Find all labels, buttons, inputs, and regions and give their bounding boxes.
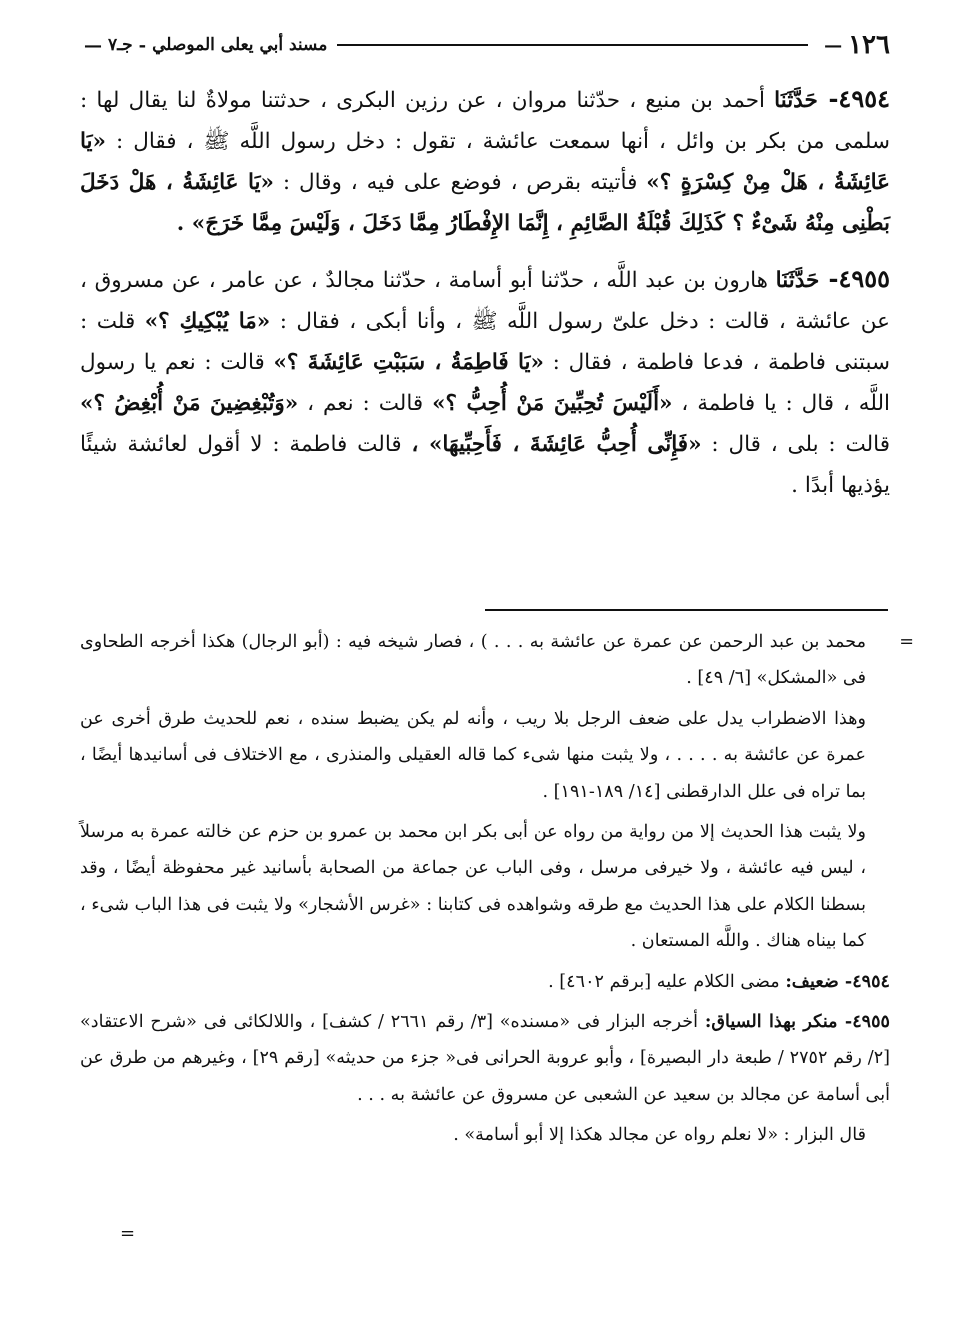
footnote-text: أخرجه البزار فى «مسنده» [٣/ رقم ٢٦٦١ / كشف] ، واللالكائى فى «شرح الاعتقاد» [٢/ رقم ٢٧٥٢ / طبعة دار البصيرة] ، وأبو عروبة الحرانى فى« جزء من حديثه» [رقم ٢٩] ، وغيرهم من طرق عن أبى أسامة عن مجالد بن سعيد عن الشعبى عن مسروق عن عائشة به . . . (80, 1012, 891, 1105)
footnote-4955 (80, 1004, 890, 1113)
hadith-narration: قلت : سبتنى فاطمة ، فدعا فاطمة ، فقال : (80, 309, 890, 375)
footnote-paragraph: وهذا الاضطراب يدل على ضعف الرجل بلا ريب ، وأنه لم يكن يضبط سنده ، نعم للحديث طرق أخرى عن عمرة عن عائشة به . . . . ، ولا يثبت منها شىء كما قاله العقيلى والمنذرى ، مع الاختلاف فى أسانيدها أيضًا ، بما تراه فى علل الدارقطنى [١٤/ ١٨٩-١٩١] . (80, 708, 866, 802)
footnote-paragraph: ولا يثبت هذا الحديث إلا من رواية من رواه عن أبى بكر ابن محمد بن عمرو بن حزم عن خالته عمرة به مرسلاً ، ليس فيه عائشة ، ولا خيرفى مرسل ، وفى الباب عن جماعة من الصحابة بأسانيد غير محفوظة أيضًا ، وقد بسطنا الكلام على هذا الحديث مع طرقه وشواهده فى كتابنا : «غرس الأشجار» ولا يثبت فى هذا الباب شىء ، كما بيناه هناك . واللَّه المستعان . (80, 822, 866, 952)
page-header (78, 30, 890, 60)
hadith-narration: قالت : نعم ، (307, 391, 424, 416)
prophet-quote: «يَا عَائِشَةُ ، هَلْ مِنْ كِسْرَةٍ ؟» (80, 129, 890, 195)
footnote-continuation (80, 624, 914, 697)
hadathana-word: حَدَّثَنَا (774, 88, 818, 113)
volume-label: جـ٧ (108, 35, 133, 55)
footnote-label: ٤٩٥٥- منكر بهذا السياق: (704, 1011, 890, 1033)
hadathana-word: حَدَّثَنَا (775, 268, 820, 293)
prophet-quote: «وَتُبْغِضِينَ مَنْ أُبْغِضُ ؟» (80, 391, 299, 416)
page-number: ١٢٦ (848, 30, 890, 60)
header-separator: - (138, 34, 147, 56)
hadith-narration: قالت فاطمة : لا أقول لعائشة شيئًا يؤذيها أبدًا . (80, 432, 890, 498)
header-rule (337, 44, 808, 46)
hadith-narration: قالت : بلى ، قال : (711, 432, 890, 457)
main-text (80, 78, 890, 520)
prophet-quote: «يَا فَاطِمَةُ ، سَبَبْتِ عَائِشَةَ ؟» (273, 350, 544, 375)
footnote-4954 (80, 964, 890, 1000)
footnote-paragraph: قال البزار : «لا نعلم رواه عن مجالد هكذا إلا أبو أسامة» . (453, 1125, 866, 1146)
footnote-text: محمد بن عبد الرحمن عن عمرة عن عائشة به . . . ) ، فصار شيخه فيه : (أبو الرجال) هكذا أخرجه الطحاوى فى «المشكل» [٦/ ٤٩] . (80, 632, 866, 689)
prophet-quote: «يَا عَائِشَةُ ، هَلْ دَخَلَ بَطْنِى مِنْهُ شَىْءٌ ؟ كَذَلِكَ قُبْلَةُ الصَّائِمِ ، إِنَّمَا الإِفْطَارُ مِمَّا دَخَلَ ، وَلَيْسَ مِمَّا خَرَجَ» . (80, 170, 890, 236)
hadith-narration: هارون بن عبد اللَّه ، حدّثنا أبو أسامة ، حدّثنا مجالدٌ ، عن عامر ، عن مسروق ، عن عائشة ، قالت : دخل علىّ رسول اللَّه ﷺ ، وأنا أبكى ، فقال : (80, 268, 890, 334)
hadith-number: ٤٩٥٤ (838, 84, 890, 113)
hadith-number: ٤٩٥٥ (838, 264, 890, 293)
hadith-4954: ٤٩٥٤- حَدَّثَنَا أحمد بن منيع ، حدّثنا مروان ، عن رزين البكرى ، حدثتنا مولاةٌ لنا يقال لها : سلمى من بكر بن وائل ، أنها سمعت عائشة ، تقول : دخل رسول اللَّه ﷺ ، فقال : «يَا عَائِشَةُ ، هَلْ مِنْ كِسْرَةٍ ؟» فأتيته بقرص ، فوضع على فيه ، وقال : «يَا عَائِشَةُ ، هَلْ دَخَلَ بَطْنِى مِنْهُ شَىْءٌ ؟ كَذَلِكَ قُبْلَةُ الصَّائِمِ ، إِنَّمَا الإِفْطَارُ مِمَّا دَخَلَ ، وَلَيْسَ مِمَّا خَرَجَ» . (80, 84, 890, 236)
continued-mark: = (120, 1223, 136, 1244)
book-title: مسند أبي يعلى الموصلي (152, 35, 328, 55)
prophet-quote: «أَلَيْسَ تُحِبِّينَ مَنْ أُحِبُّ ؟» (432, 391, 673, 416)
footnotes (80, 624, 914, 1158)
hadith-narration: أحمد بن منيع ، حدّثنا مروان ، عن رزين البكرى ، حدثتنا مولاةٌ لنا يقال لها : سلمى من بكر بن وائل ، أنها سمعت عائشة ، تقول : دخل رسول اللَّه ﷺ ، فقال : (80, 88, 890, 154)
hadith-4955: ٤٩٥٥- حَدَّثَنَا هارون بن عبد اللَّه ، حدّثنا أبو أسامة ، حدّثنا مجالدٌ ، عن عامر ، عن مسروق ، عن عائشة ، قالت : دخل علىّ رسول اللَّه ﷺ ، وأنا أبكى ، فقال : «مَا يُبْكِيكِ ؟» قلت : سبتنى فاطمة ، فدعا فاطمة ، فقال : «يَا فَاطِمَةُ ، سَبَبْتِ عَائِشَةَ ؟» قالت : نعم يا رسول اللَّه ، قال : يا فاطمة ، «أَلَيْسَ تُحِبِّينَ مَنْ أُحِبُّ ؟» قالت : نعم ، «وَتُبْغِضِينَ مَنْ أُبْغِضُ ؟» قالت : بلى ، قال : «فَإِنِّى أُحِبُّ عَائِشَةَ ، فَأَحِبِّيهَا» ، قالت فاطمة : لا أقول لعائشة شيئًا يؤذيها أبدًا . (80, 264, 890, 498)
prophet-quote: «فَإِنِّى أُحِبُّ عَائِشَةَ ، فَأَحِبِّيهَا» ، (411, 432, 702, 457)
footnote-label: ٤٩٥٤- ضعيف: (785, 970, 890, 992)
continuation-mark: = (899, 632, 914, 652)
prophet-quote: «مَا يُبْكِيكِ ؟» (144, 309, 271, 334)
footnote-text: مضى الكلام عليه [برقم ٤٦٠٢] . (548, 971, 780, 992)
header-dash: — (824, 34, 843, 56)
footnote-separator (485, 609, 888, 611)
hadith-narration: فأتيته بقرص ، فوضع على فيه ، وقال : (282, 170, 638, 195)
header-dash-end: — (84, 34, 102, 56)
hadith-narration: قالت : نعم يا رسول اللَّه ، قال : يا فاطمة ، (80, 350, 890, 416)
